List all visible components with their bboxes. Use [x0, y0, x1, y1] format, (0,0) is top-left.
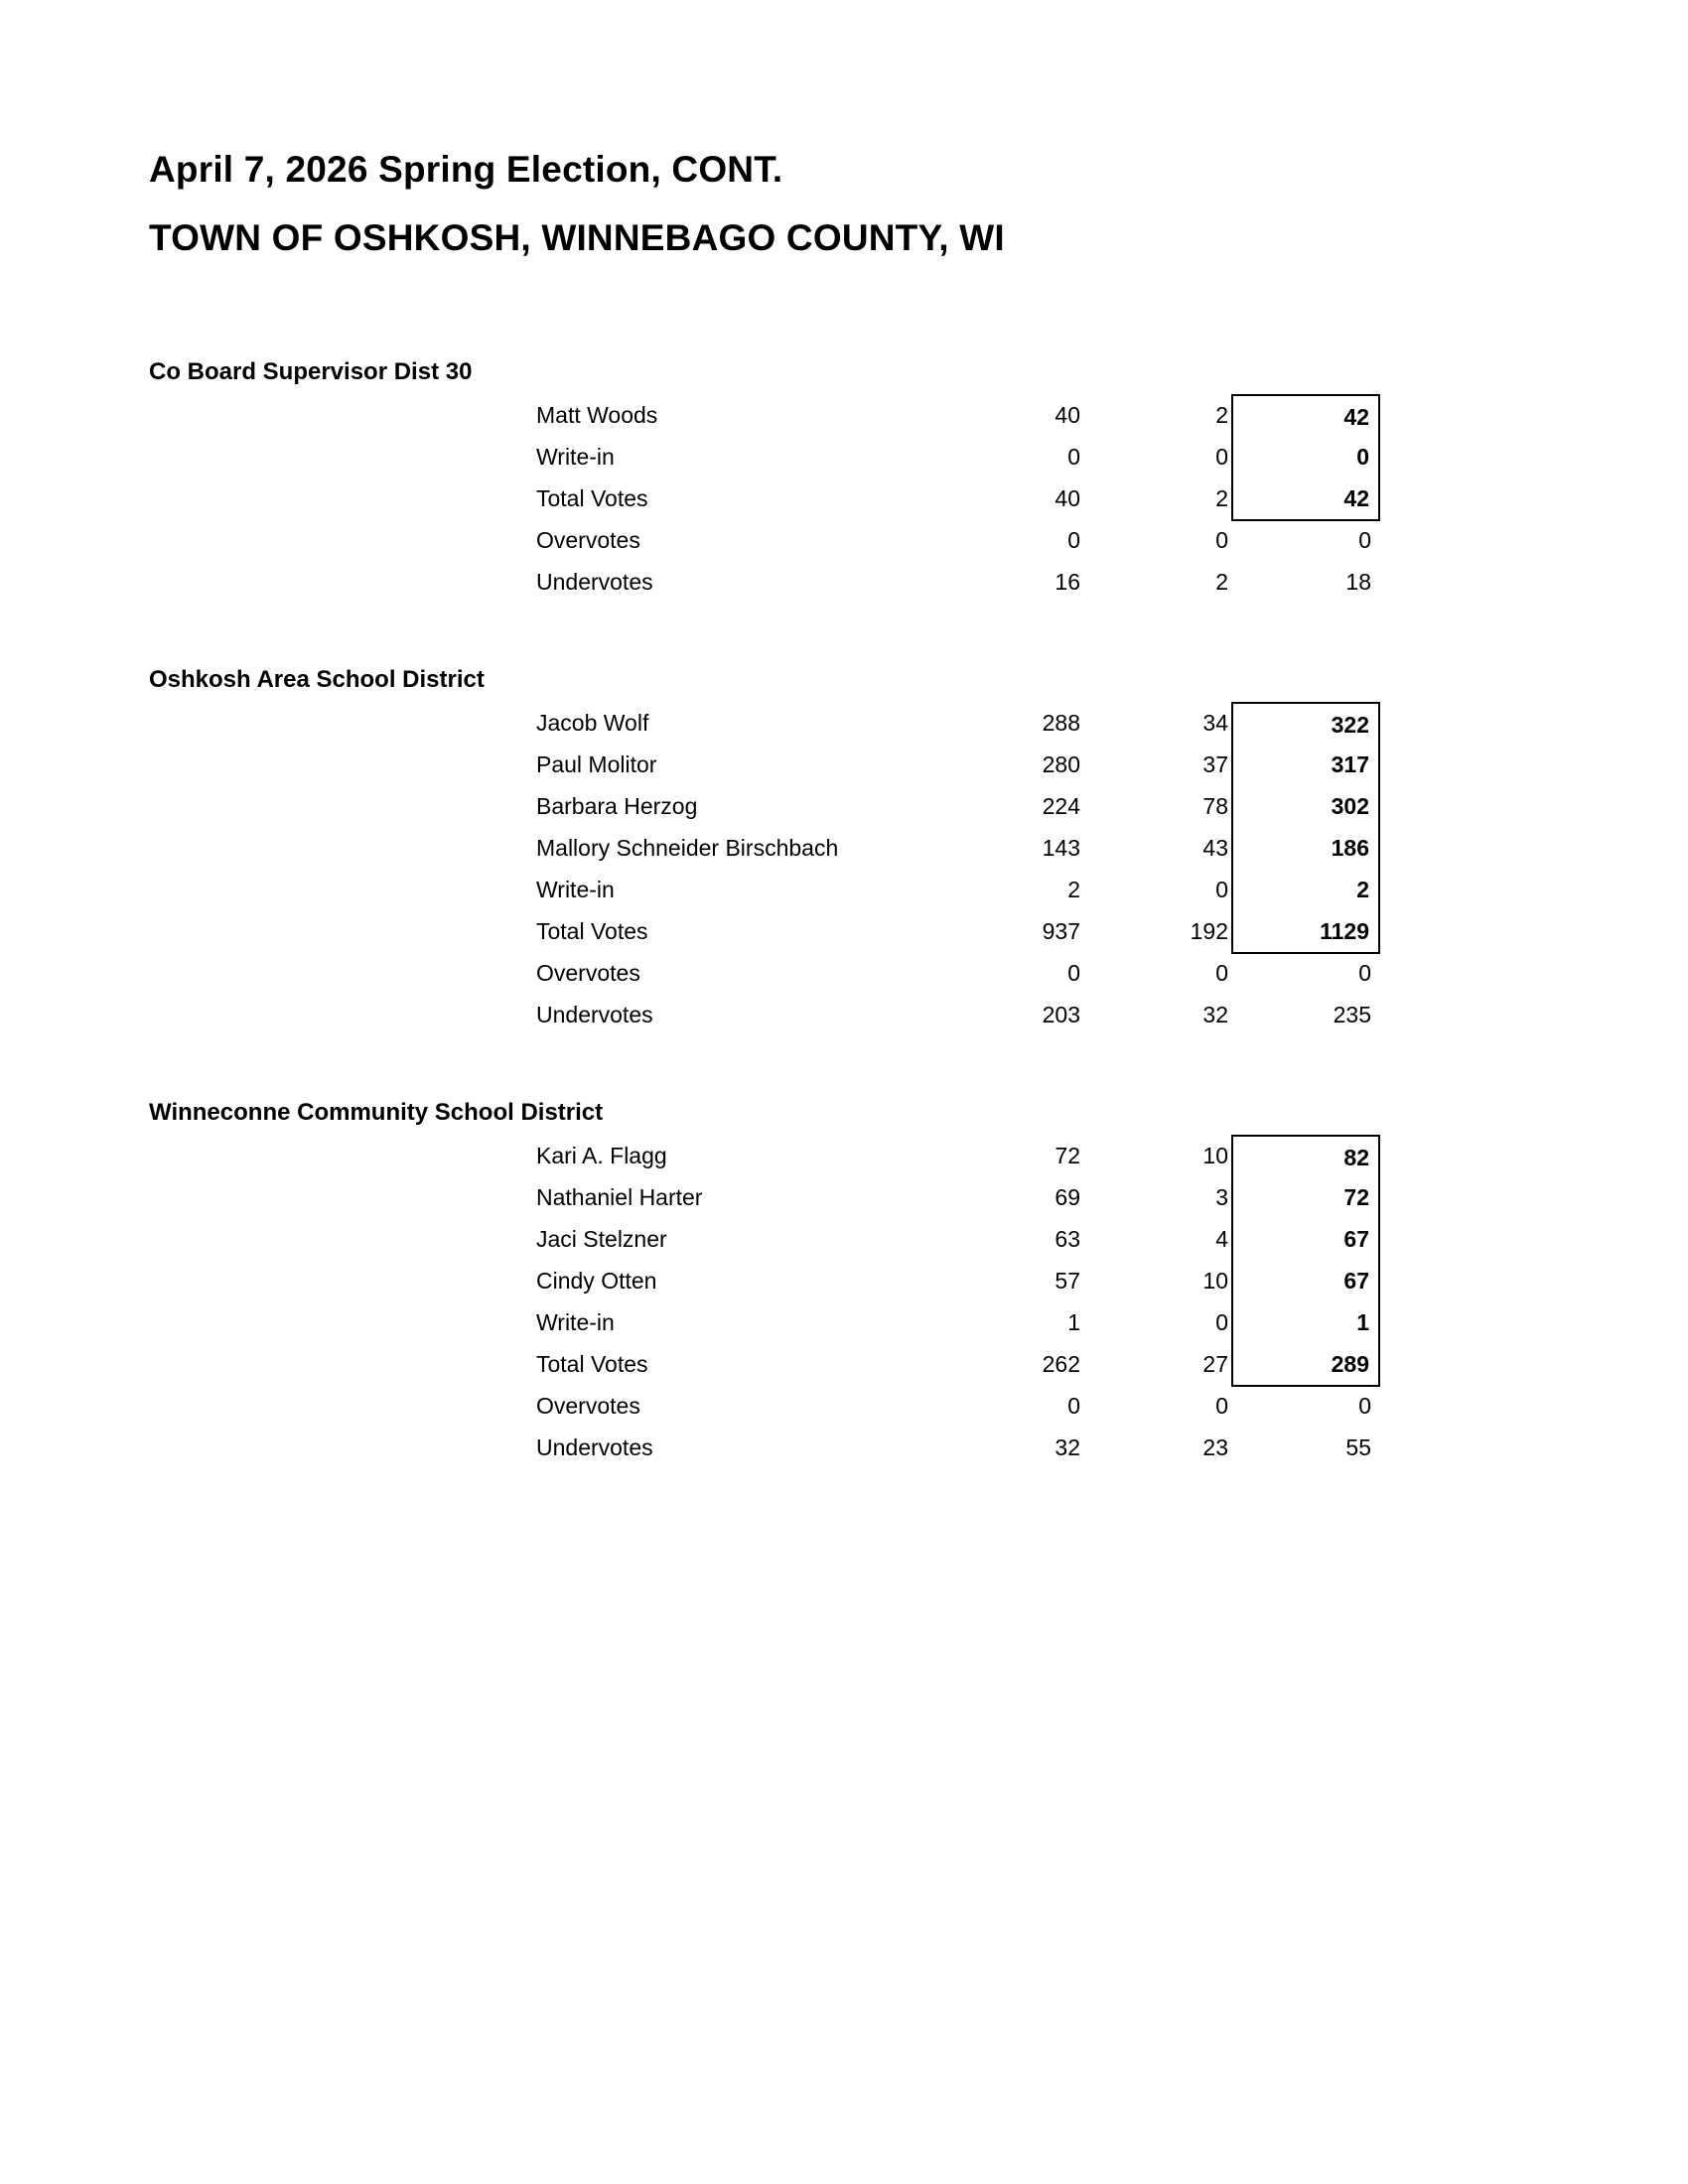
page-subtitle: TOWN OF OSHKOSH, WINNEBAGO COUNTY, WI: [149, 217, 1005, 258]
col3-total-value: 0: [1231, 436, 1380, 478]
results-sections: [149, 350, 1688, 1468]
section-rows: [149, 702, 1688, 1035]
col2-value: 4: [1215, 1226, 1228, 1252]
col2-value: 37: [1202, 751, 1228, 777]
col3-total-value: 2: [1231, 869, 1380, 910]
row-label: Undervotes: [536, 1002, 653, 1027]
row-label: Write-in: [536, 1309, 615, 1335]
col1-value: 0: [1067, 444, 1080, 470]
col1-value: 0: [1067, 1393, 1080, 1419]
col2-value: 27: [1202, 1351, 1228, 1377]
col2-value: 0: [1215, 527, 1228, 553]
result-row: [149, 869, 1688, 910]
row-label: Write-in: [536, 877, 615, 902]
result-row: [149, 519, 1688, 561]
col1-value: 262: [1042, 1351, 1080, 1377]
col2-value: 10: [1202, 1143, 1228, 1168]
result-row: [149, 827, 1688, 869]
result-row: [149, 952, 1688, 994]
col2-value: 3: [1215, 1184, 1228, 1210]
result-row: [149, 478, 1688, 519]
result-row: [149, 744, 1688, 785]
col3-total-value: 55: [1345, 1434, 1371, 1460]
col3-total-value: 0: [1358, 960, 1371, 986]
col1-value: 288: [1042, 710, 1080, 736]
col2-value: 32: [1202, 1002, 1228, 1027]
col3-total-value: 1: [1231, 1301, 1380, 1343]
col2-value: 23: [1202, 1434, 1228, 1460]
col3-total-value: 0: [1358, 1393, 1371, 1419]
result-row: [149, 394, 1688, 436]
result-row: [149, 702, 1688, 744]
col3-total-value: 1129: [1231, 910, 1380, 954]
col1-value: 72: [1055, 1143, 1080, 1168]
col3-total-value: 67: [1231, 1260, 1380, 1301]
col3-total-value: 289: [1231, 1343, 1380, 1387]
col1-value: 280: [1042, 751, 1080, 777]
col2-value: 0: [1215, 1393, 1228, 1419]
col3-total-value: 67: [1231, 1218, 1380, 1260]
col1-value: 203: [1042, 1002, 1080, 1027]
result-row: [149, 1385, 1688, 1427]
col3-total-value: 18: [1345, 569, 1371, 595]
row-label: Paul Molitor: [536, 751, 657, 777]
result-row: [149, 1135, 1688, 1176]
col3-total-value: 302: [1231, 785, 1380, 827]
col2-value: 0: [1215, 444, 1228, 470]
result-row: [149, 1343, 1688, 1385]
section-heading: Co Board Supervisor Dist 30: [149, 358, 473, 385]
col1-value: 937: [1042, 918, 1080, 944]
col2-value: 10: [1202, 1268, 1228, 1294]
row-label: Undervotes: [536, 1434, 653, 1460]
section-rows: [149, 394, 1688, 603]
col1-value: 224: [1042, 793, 1080, 819]
col1-value: 40: [1055, 402, 1080, 428]
row-label: Write-in: [536, 444, 615, 470]
col1-value: 143: [1042, 835, 1080, 861]
col2-value: 34: [1202, 710, 1228, 736]
contest-section: [149, 350, 1688, 603]
col3-total-value: 322: [1231, 702, 1380, 746]
col3-total-value: 72: [1231, 1176, 1380, 1218]
col3-total-value: 235: [1333, 1002, 1371, 1027]
row-label: Barbara Herzog: [536, 793, 698, 819]
col2-value: 0: [1215, 877, 1228, 902]
col3-total-value: 0: [1358, 527, 1371, 553]
result-row: [149, 436, 1688, 478]
col2-value: 192: [1190, 918, 1228, 944]
col2-value: 0: [1215, 960, 1228, 986]
result-row: [149, 1218, 1688, 1260]
row-label: Undervotes: [536, 569, 653, 595]
col1-value: 0: [1067, 960, 1080, 986]
result-row: [149, 910, 1688, 952]
row-label: Overvotes: [536, 1393, 640, 1419]
contest-section: [149, 1091, 1688, 1468]
result-row: [149, 1427, 1688, 1468]
result-row: [149, 561, 1688, 603]
col1-value: 16: [1055, 569, 1080, 595]
result-row: [149, 1176, 1688, 1218]
col3-total-value: 42: [1231, 394, 1380, 438]
col3-total-value: 42: [1231, 478, 1380, 521]
col2-value: 2: [1215, 485, 1228, 511]
result-row: [149, 785, 1688, 827]
col3-total-value: 317: [1231, 744, 1380, 785]
col1-value: 40: [1055, 485, 1080, 511]
row-label: Mallory Schneider Birschbach: [536, 835, 839, 861]
col1-value: 57: [1055, 1268, 1080, 1294]
row-label: Overvotes: [536, 527, 640, 553]
col2-value: 0: [1215, 1309, 1228, 1335]
col1-value: 69: [1055, 1184, 1080, 1210]
row-label: Jaci Stelzner: [536, 1226, 667, 1252]
section-rows: [149, 1135, 1688, 1468]
col1-value: 63: [1055, 1226, 1080, 1252]
col3-total-value: 186: [1231, 827, 1380, 869]
col3-total-value: 82: [1231, 1135, 1380, 1178]
row-label: Overvotes: [536, 960, 640, 986]
col2-value: 2: [1215, 402, 1228, 428]
row-label: Total Votes: [536, 918, 648, 944]
contest-section: [149, 658, 1688, 1035]
section-heading: Winneconne Community School District: [149, 1099, 604, 1126]
col1-value: 32: [1055, 1434, 1080, 1460]
result-row: [149, 1260, 1688, 1301]
row-label: Matt Woods: [536, 402, 658, 428]
page-title: April 7, 2026 Spring Election, CONT.: [149, 149, 783, 190]
row-label: Total Votes: [536, 485, 648, 511]
col1-value: 1: [1067, 1309, 1080, 1335]
col1-value: 2: [1067, 877, 1080, 902]
row-label: Kari A. Flagg: [536, 1143, 667, 1168]
col2-value: 2: [1215, 569, 1228, 595]
row-label: Nathaniel Harter: [536, 1184, 703, 1210]
section-heading: Oshkosh Area School District: [149, 666, 485, 693]
col2-value: 43: [1202, 835, 1228, 861]
row-label: Cindy Otten: [536, 1268, 657, 1294]
row-label: Total Votes: [536, 1351, 648, 1377]
col1-value: 0: [1067, 527, 1080, 553]
result-row: [149, 994, 1688, 1035]
result-row: [149, 1301, 1688, 1343]
col2-value: 78: [1202, 793, 1228, 819]
row-label: Jacob Wolf: [536, 710, 649, 736]
